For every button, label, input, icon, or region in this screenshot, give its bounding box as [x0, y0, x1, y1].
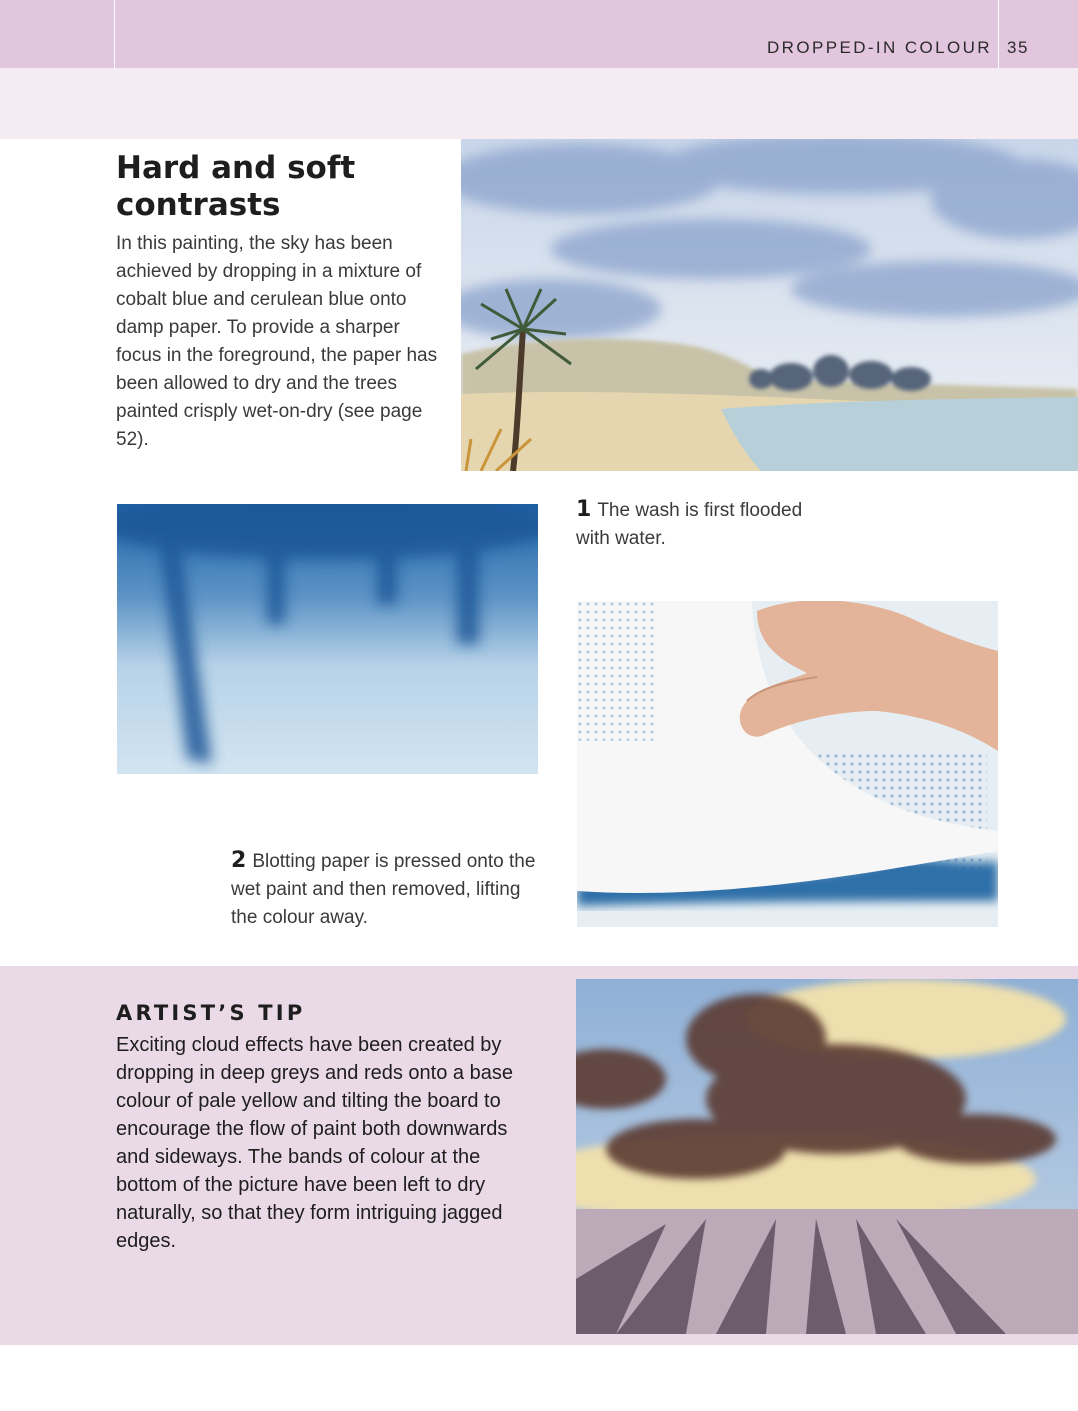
artists-tip-heading: ARTIST’S TIP [116, 1001, 306, 1025]
header-subband [0, 68, 1078, 139]
blotting-paper-image [577, 601, 998, 927]
header-divider-right [998, 0, 999, 68]
blue-wash-image [117, 504, 538, 774]
step-2-caption [231, 847, 541, 932]
page-number: 35 [1007, 38, 1029, 57]
step-1-text: The wash is first flooded with water. [576, 500, 803, 549]
header-divider-left [114, 0, 115, 68]
running-head: DROPPED-IN COLOUR [767, 38, 992, 57]
section-title: Hard and soft contrasts [116, 150, 356, 223]
landscape-painting-image [461, 139, 1078, 471]
intro-paragraph: In this painting, the sky has been achieved by dropping in a mixture of cobalt blue and cerulean blue onto damp paper. To provide a sharper focus in the foreground, the paper has been allowed to dry and the trees painted crisply wet-on-dry (see page 52). [116, 233, 438, 450]
step-1-number: 1 [576, 497, 592, 522]
step-2-number: 2 [231, 848, 247, 873]
step-2-text: Blotting paper is pressed onto the wet paint and then removed, lifting the colour away. [231, 851, 536, 928]
cloud-painting-image [576, 979, 1078, 1334]
step-1-caption [576, 496, 836, 553]
artists-tip-text: Exciting cloud effects have been created by dropping in deep greys and reds onto a base colour of pale yellow and tilting the board to encourage the flow of paint both downwards and sideways. The bands of colour at the bottom of the picture have been left to dry naturally, so that they form intriguing jagged edges. [116, 1034, 513, 1252]
